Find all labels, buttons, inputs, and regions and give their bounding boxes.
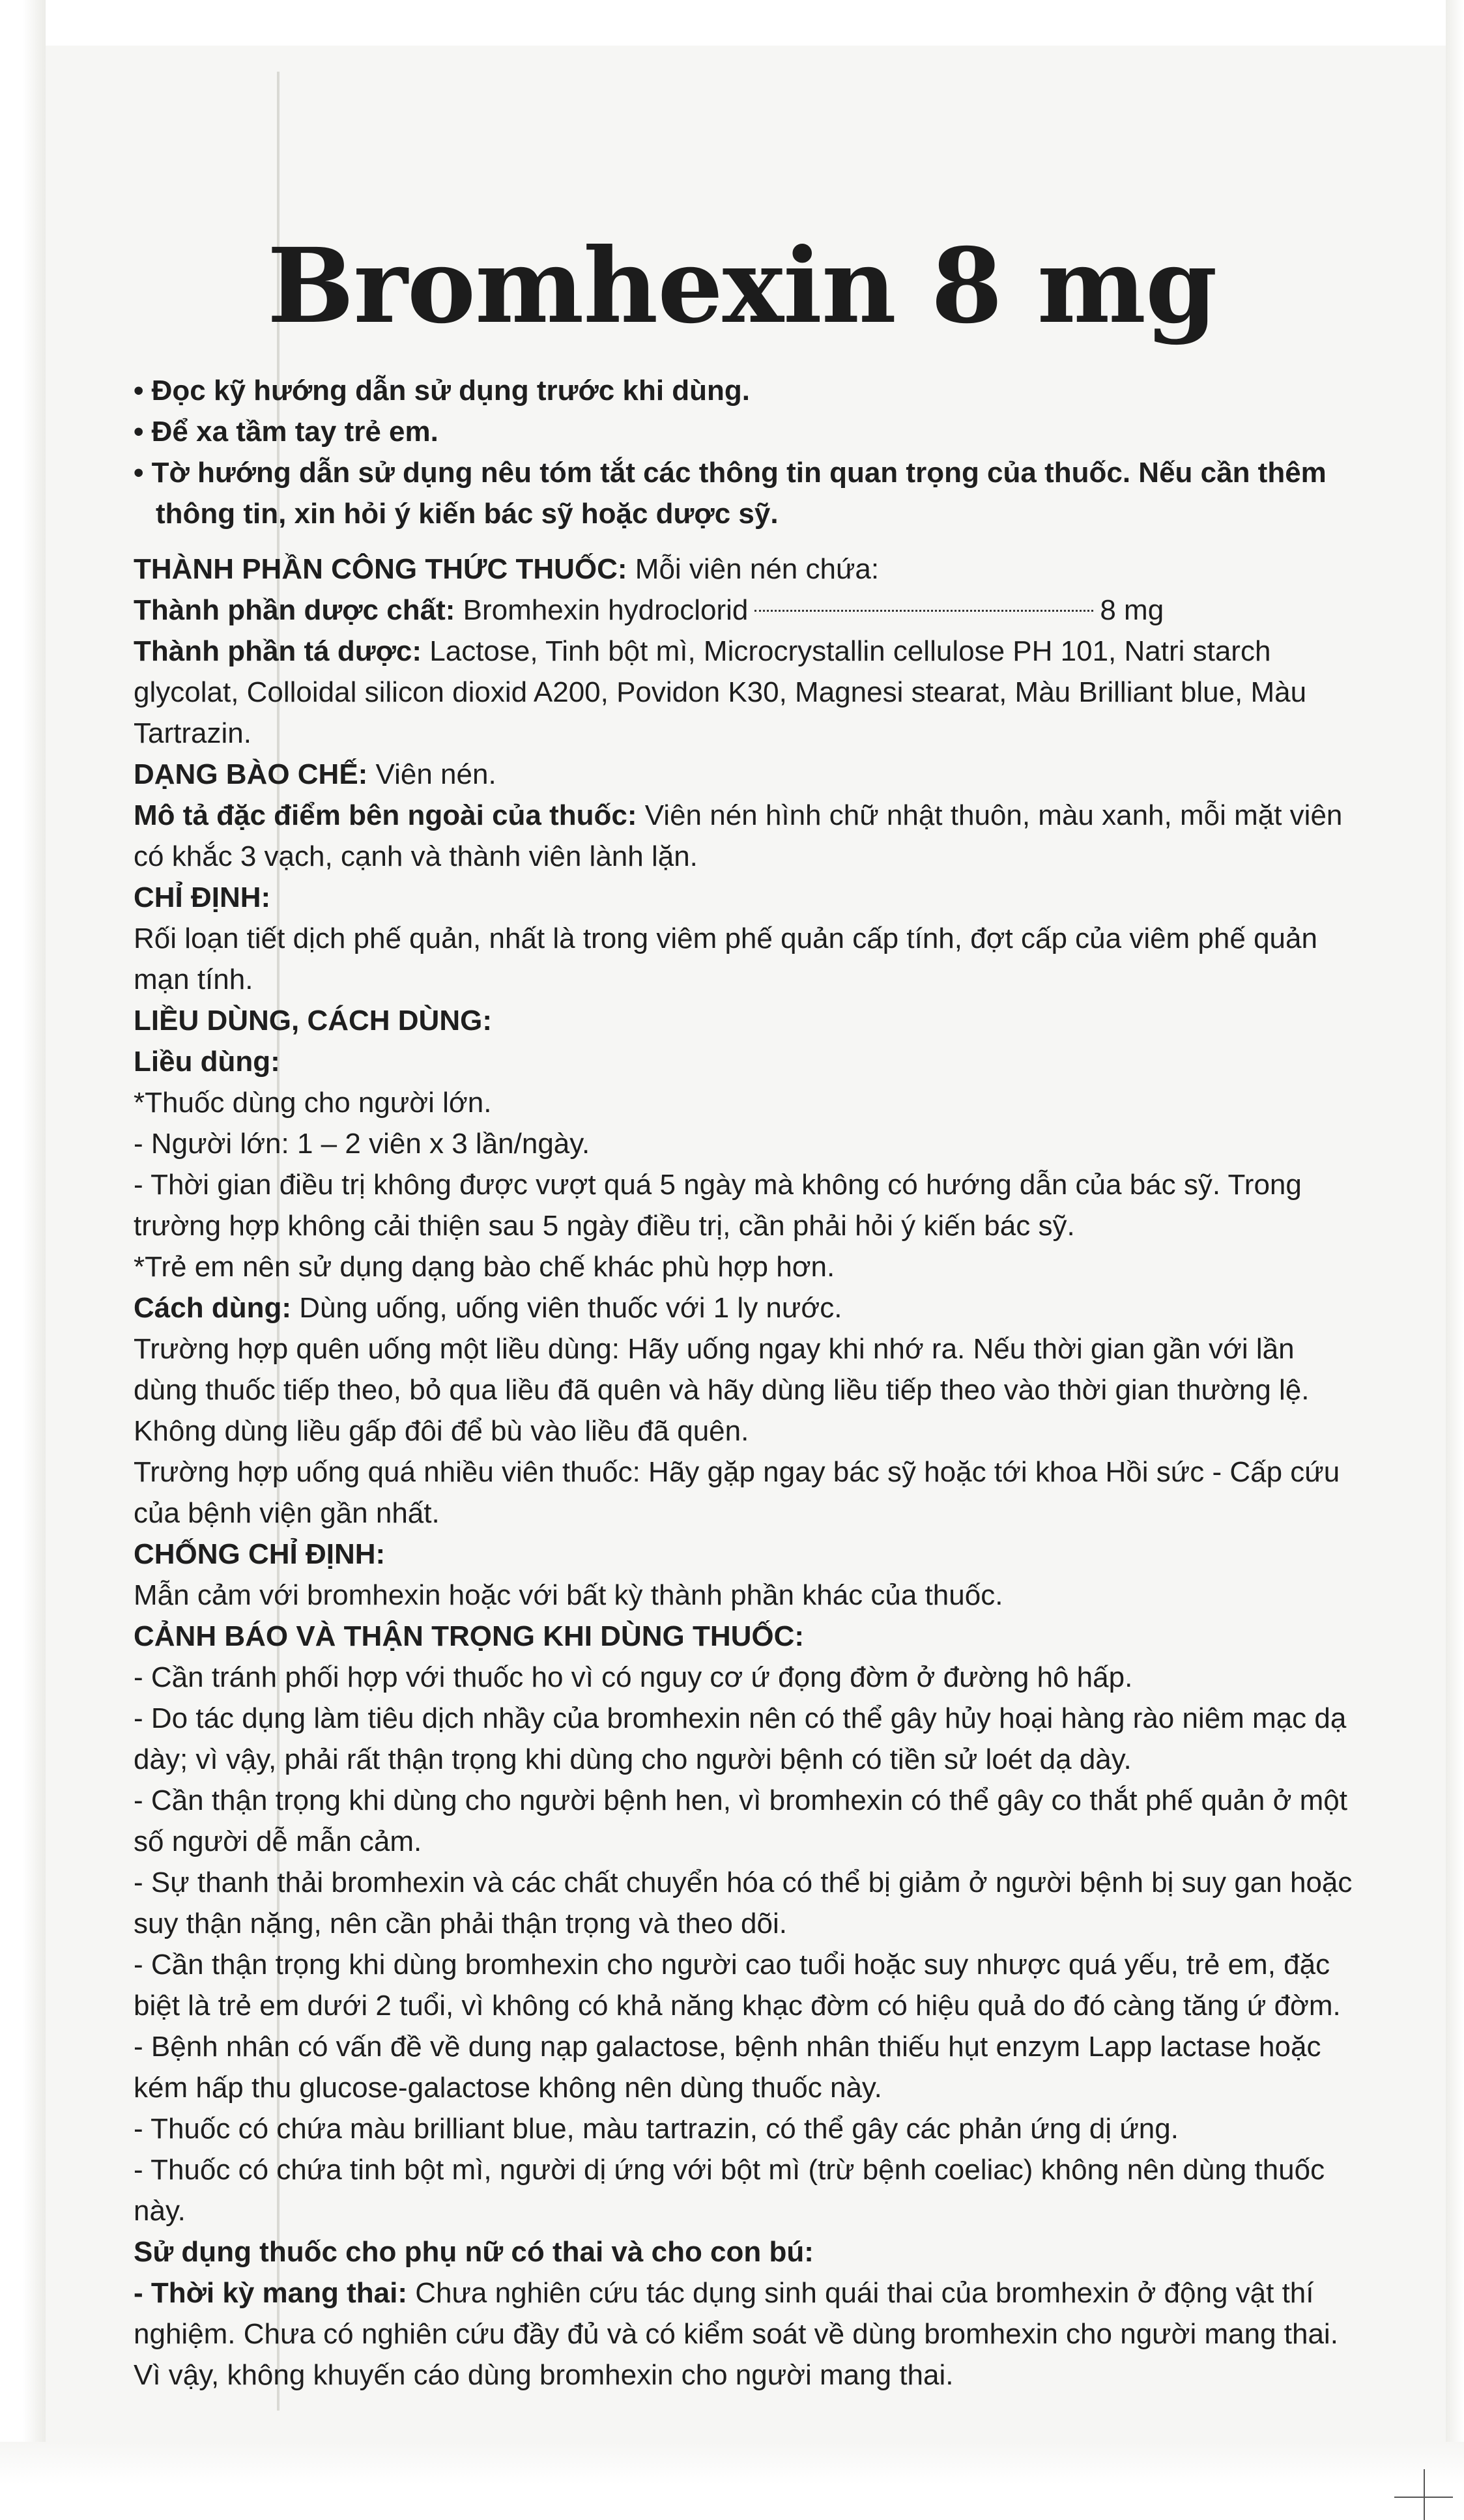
bullet-item: • Tờ hướng dẫn sử dụng nêu tóm tắt các thông tin quan trọng của thuốc. Nếu cần thêm thông tin, xin hỏi ý kiến bác sỹ hoặc dược sỹ. [134, 457, 1327, 530]
bullet-item: • Đọc kỹ hướng dẫn sử dụng trước khi dùng. [134, 375, 751, 407]
appearance-line: Mô tả đặc điểm bên ngoài của thuốc: Viên nén hình chữ nhật thuôn, màu xanh, mỗi mặt viên có khắc 3 vạch, cạnh và thành viên lành lặn. [134, 799, 1343, 872]
leaflet-body [134, 370, 1365, 2396]
missed-dose-text: Trường hợp quên uống một liều dùng: Hãy uống ngay khi nhớ ra. Nếu thời gian gần với lần dùng thuốc tiếp theo, bỏ qua liều đã quên và hãy dùng liều tiếp theo vào thời gian thường lệ. Không dùng liều gấp đôi để bù vào liều đã quên. [134, 1333, 1310, 1447]
dose-heading: Liều dùng: [134, 1046, 280, 1078]
warning-item: - Cần thận trọng khi dùng cho người bệnh hen, vì bromhexin có thể gây co thắt phế quản ở một số người dễ mẫn cảm. [134, 1784, 1347, 1857]
warning-item: - Thuốc có chứa màu brilliant blue, màu tartrazin, có thể gây các phản ứng dị ứng. [134, 2113, 1179, 2145]
contraindications-text: Mẫn cảm với bromhexin hoặc với bất kỳ thành phần khác của thuốc. [134, 1579, 1003, 1611]
drug-title: Bromhexin 8 mg [267, 225, 1217, 347]
dosage-form-line: DẠNG BÀO CHẾ: Viên nén. [134, 758, 496, 790]
warning-item: - Cần thận trọng khi dùng bromhexin cho người cao tuổi hoặc suy nhược quá yếu, trẻ em, đặc biệt là trẻ em dưới 2 tuổi, vì không có khả năng khạc đờm có hiệu quả do đó càng tăng ứ đờm. [134, 1949, 1341, 2022]
warning-item: - Do tác dụng làm tiêu dịch nhầy của bromhexin nên có thể gây hủy hoại hàng rào niêm mạc dạ dày; vì vậy, phải rất thận trọng khi dùng cho người bệnh có tiền sử loét dạ dày. [134, 1702, 1347, 1775]
dose-line: *Thuốc dùng cho người lớn. [134, 1087, 492, 1119]
indications-heading: CHỈ ĐỊNH: [134, 881, 271, 913]
method-line: Cách dùng: Dùng uống, uống viên thuốc với 1 ly nước. [134, 1292, 842, 1324]
scan-margin-top [0, 0, 1464, 46]
warning-item: - Thuốc có chứa tinh bột mì, người dị ứng với bột mì (trừ bệnh coeliac) không nên dùng thuốc này. [134, 2154, 1325, 2227]
active-ingredient-line: Thành phần dược chất: Bromhexin hydroclorid 8 mg [134, 594, 1164, 626]
dotted-leader [754, 610, 1093, 612]
warning-item: - Sự thanh thải bromhexin và các chất chuyển hóa có thể bị giảm ở người bệnh bị suy gan hoặc suy thận nặng, nên cần phải thận trọng và theo dõi. [134, 1867, 1353, 1940]
usage-heading: LIỀU DÙNG, CÁCH DÙNG: [134, 1005, 492, 1037]
bullet-item: • Để xa tầm tay trẻ em. [134, 416, 438, 448]
indications-text: Rối loạn tiết dịch phế quản, nhất là trong viêm phế quản cấp tính, đợt cấp của viêm phế quản mạn tính. [134, 923, 1317, 995]
scan-margin-bottom [0, 2442, 1464, 2520]
contraindications-heading: CHỐNG CHỈ ĐỊNH: [134, 1538, 386, 1570]
warning-item: - Bệnh nhân có vấn đề về dung nạp galactose, bệnh nhân thiếu hụt enzym Lapp lactase hoặc kém hấp thu glucose-galactose không nên dùng thuốc này. [134, 2031, 1321, 2104]
pregnancy-heading: Sử dụng thuốc cho phụ nữ có thai và cho con bú: [134, 2236, 814, 2268]
dose-line: - Thời gian điều trị không được vượt quá 5 ngày mà không có hướng dẫn của bác sỹ. Trong trường hợp không cải thiện sau 5 ngày điều trị, cần phải hỏi ý kiến bác sỹ. [134, 1169, 1302, 1242]
overdose-text: Trường hợp uống quá nhiều viên thuốc: Hãy gặp ngay bác sỹ hoặc tới khoa Hồi sức - Cấp cứu của bệnh viện gần nhất. [134, 1456, 1340, 1529]
dose-line: *Trẻ em nên sử dụng dạng bào chế khác phù hợp hơn. [134, 1251, 835, 1283]
warnings-heading: CẢNH BÁO VÀ THẬN TRỌNG KHI DÙNG THUỐC: [134, 1620, 805, 1652]
composition-heading-line: THÀNH PHẦN CÔNG THỨC THUỐC: Mỗi viên nén chứa: [134, 553, 880, 585]
pregnancy-text: - Thời kỳ mang thai: Chưa nghiên cứu tác dụng sinh quái thai của bromhexin ở động vật thí nghiệm. Chưa có nghiên cứu đầy đủ và có kiểm soát về dùng bromhexin cho người mang thai. Vì vậy, không khuyến cáo dùng bromhexin cho người mang thai. [134, 2277, 1338, 2391]
dose-line: - Người lớn: 1 – 2 viên x 3 lần/ngày. [134, 1128, 590, 1160]
crop-mark [1424, 2469, 1425, 2520]
warning-item: - Cần tránh phối hợp với thuốc ho vì có nguy cơ ứ đọng đờm ở đường hô hấp. [134, 1661, 1133, 1693]
scan-margin-right [1446, 0, 1464, 2520]
scan-margin-left [0, 0, 46, 2520]
excipients-line: Thành phần tá dược: Lactose, Tinh bột mì, Microcrystallin cellulose PH 101, Natri starch glycolat, Colloidal silicon dioxid A200, Povidon K30, Magnesi stearat, Màu Brilliant blue, Màu Tartrazin. [134, 635, 1307, 749]
